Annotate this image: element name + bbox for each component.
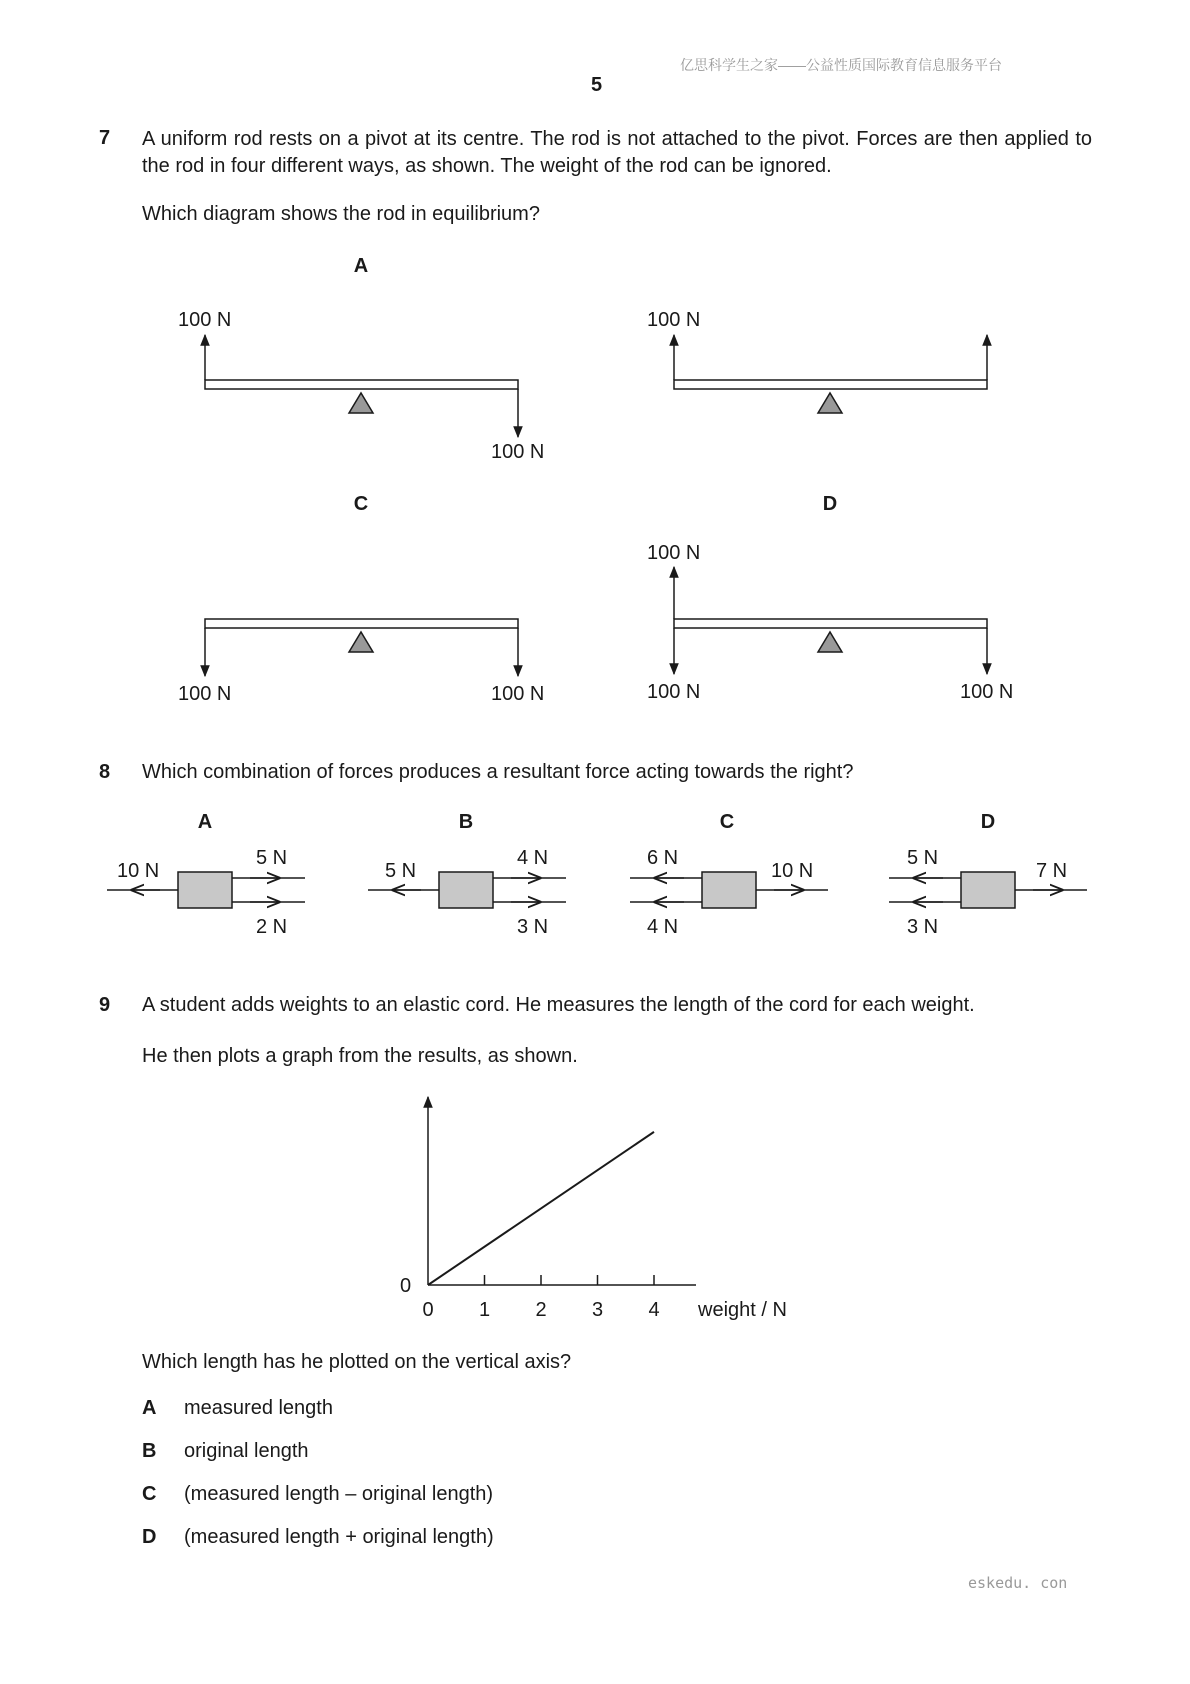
q7-d-force-down-left: 100 N	[647, 681, 701, 703]
q7-d-rod	[674, 619, 987, 628]
q7-c-rod	[205, 619, 518, 628]
q7-diagram-b	[647, 309, 987, 413]
q9-x-ticks	[422, 1275, 659, 1321]
q9-x-tick-label-1: 1	[478, 1299, 491, 1321]
q8-diagram-a	[107, 811, 305, 938]
q8-b-right-bottom-label: 3 N	[517, 916, 549, 938]
q9-series	[428, 1132, 654, 1285]
q9-x-axis-label: weight / N	[698, 1299, 787, 1321]
q9-series-line-0	[428, 1132, 654, 1285]
q8-b-right-top-label: 4 N	[517, 847, 549, 869]
q7-diagram-a-letter: A	[353, 255, 369, 277]
q9-x-tick-label-2: 2	[535, 1299, 547, 1321]
q9-option-c-letter[interactable]: C	[142, 1483, 157, 1505]
question-9-number: 9	[99, 994, 111, 1016]
q8-a-right-top-label: 5 N	[256, 847, 288, 869]
q9-option-c-text[interactable]: (measured length – original length)	[184, 1483, 494, 1505]
question-9-text: A student adds weights to an elastic cord. He measures the length of the cord for each weight.	[142, 994, 975, 1016]
q7-d-pivot	[818, 632, 842, 652]
q8-d-block	[961, 872, 1015, 908]
q7-diagram-c	[178, 493, 544, 705]
q9-option-a-letter[interactable]: A	[142, 1397, 157, 1419]
question-9-text-2: He then plots a graph from the results, as shown.	[142, 1045, 578, 1067]
q8-a-left-label: 10 N	[117, 860, 160, 882]
q8-d-left-bottom-label: 3 N	[907, 916, 939, 938]
question-7-number: 7	[99, 127, 111, 149]
q7-diagram-a	[178, 255, 544, 463]
question-7-prompt: Which diagram shows the rod in equilibrium?	[142, 203, 540, 225]
q7-a-force-right: 100 N	[491, 441, 545, 463]
q7-c-force-right: 100 N	[491, 683, 545, 705]
question-8-number: 8	[99, 761, 111, 783]
q8-diagram-b	[368, 811, 566, 938]
q8-c-left-bottom-label: 4 N	[647, 916, 679, 938]
q8-c-right-label: 10 N	[771, 860, 814, 882]
q7-d-force-up: 100 N	[647, 542, 701, 564]
q8-a-right-bottom-label: 2 N	[256, 916, 288, 938]
question-7-text: A uniform rod rests on a pivot at its centre. The rod is not attached to the pivot. Forces are then applied to the rod in four different ways, as shown. The weight of the rod can be ignored.	[142, 128, 1092, 177]
q8-diagram-d	[889, 811, 1087, 938]
q8-diagram-c-letter: C	[719, 811, 735, 833]
q7-c-force-left: 100 N	[178, 683, 232, 705]
question-8-diagrams	[0, 800, 1190, 950]
q7-a-force-left: 100 N	[178, 309, 232, 331]
q8-diagram-b-letter: B	[458, 811, 474, 833]
q7-b-pivot	[818, 393, 842, 413]
q7-diagram-c-letter: C	[353, 493, 369, 515]
q9-x-tick-label-4: 4	[648, 1299, 660, 1321]
footer-site: eskedu. con	[968, 1574, 1068, 1592]
q8-c-left-top-label: 6 N	[647, 847, 679, 869]
q9-x-tick-label-3: 3	[591, 1299, 604, 1321]
question-9-prompt: Which length has he plotted on the vertical axis?	[142, 1351, 572, 1373]
q9-x-tick-label-0: 0	[422, 1299, 434, 1321]
q9-y-tick-0: 0	[400, 1275, 412, 1297]
question-7-diagrams	[0, 0, 1190, 720]
q8-d-right-label: 7 N	[1036, 860, 1068, 882]
q7-a-rod	[205, 380, 518, 389]
q9-graph	[0, 1080, 1190, 1340]
page-number: 5	[591, 74, 603, 96]
q7-diagram-d	[647, 493, 1013, 703]
q7-d-force-down-right: 100 N	[960, 681, 1014, 703]
q8-b-left-label: 5 N	[385, 860, 417, 882]
q9-option-d-text[interactable]: (measured length + original length)	[184, 1526, 494, 1548]
question-8-text: Which combination of forces produces a resultant force acting towards the right?	[142, 761, 854, 783]
q8-a-block	[178, 872, 232, 908]
q9-option-b-letter[interactable]: B	[142, 1440, 157, 1462]
q8-diagram-d-letter: D	[980, 811, 996, 833]
q9-option-d-letter[interactable]: D	[142, 1526, 157, 1548]
q8-diagram-c	[630, 811, 828, 938]
q8-d-left-top-label: 5 N	[907, 847, 939, 869]
q7-c-pivot	[349, 632, 373, 652]
q8-diagram-a-letter: A	[197, 811, 213, 833]
q7-diagram-d-letter: D	[822, 493, 838, 515]
header-site-name: 亿思科学生之家——公益性质国际教育信息服务平台	[680, 57, 1002, 73]
q8-b-block	[439, 872, 493, 908]
q8-c-block	[702, 872, 756, 908]
q7-a-pivot	[349, 393, 373, 413]
q9-option-b-text[interactable]: original length	[184, 1440, 309, 1462]
q7-b-force-left: 100 N	[647, 309, 701, 331]
q7-b-rod	[674, 380, 987, 389]
q9-option-a-text[interactable]: measured length	[184, 1397, 333, 1419]
